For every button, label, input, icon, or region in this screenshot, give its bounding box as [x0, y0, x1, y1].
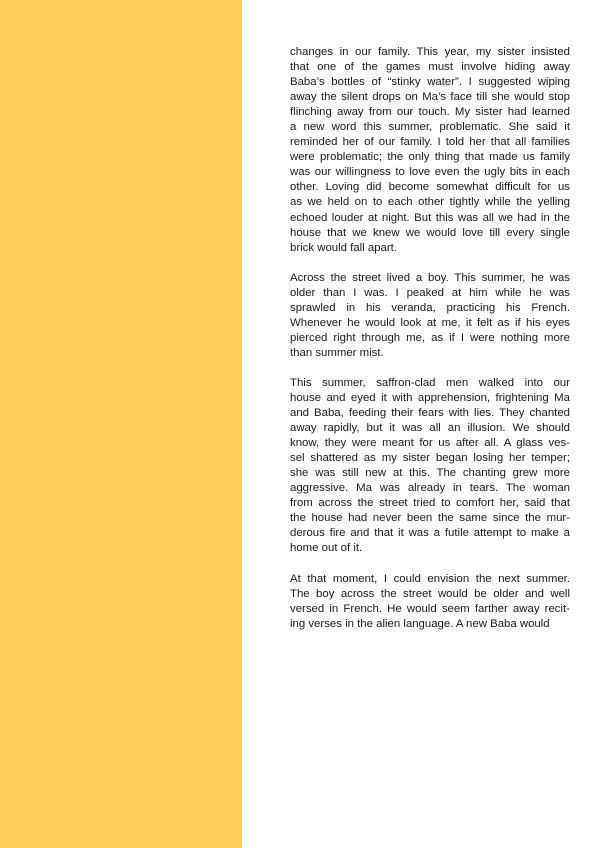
text-line: away the silent drops on Ma’s face till she would stop [290, 91, 570, 104]
text-line: were problematic; the only thing that made us family [290, 151, 570, 164]
text-line: sel shattered as my sister began losing her temper; [290, 452, 570, 465]
text-line: she was still new at this. The chanting grew more [290, 467, 570, 480]
story-paragraph [290, 572, 570, 632]
text-line: At that moment, I could envision the next summer. [290, 572, 570, 585]
text-line: that one of the games must involve hiding away [290, 61, 570, 74]
text-line: Baba’s bottles of “stinky water”. I suggested wiping [290, 76, 570, 89]
text-line: the house had never been the same since the mur- [290, 512, 570, 525]
text-line: reminded her of our family. I told her that all families [290, 136, 570, 149]
text-line: derous fire and that it was a futile attempt to make a [290, 527, 570, 540]
text-line: brick would fall apart. [290, 241, 397, 254]
text-line: away rapidly, but it was all an illusion. We should [290, 422, 570, 435]
text-line: pierced right through me, as if I were nothing more [290, 331, 570, 344]
text-line: ing verses in the alien language. A new Baba would [290, 617, 550, 630]
text-line: Across the street lived a boy. This summer, he was [290, 271, 570, 284]
story-paragraph [290, 45, 570, 256]
text-line: a new word this summer, problematic. She said it [290, 121, 570, 134]
text-line: echoed louder at night. But this was all we had in the [290, 211, 570, 224]
text-line: from across the street tried to comfort her, said that [290, 497, 570, 510]
text-line: and Baba, feeding their fears with lies. They chanted [290, 407, 570, 420]
story-text-column [290, 45, 570, 647]
text-line: versed in French. He would seem farther away recit- [290, 602, 570, 615]
yellow-side-band [0, 0, 242, 848]
text-line: house that we knew we would love till every single [290, 226, 570, 239]
text-line: changes in our family. This year, my sister insisted [290, 46, 570, 58]
text-line: house and eyed it with apprehension, frightening Ma [290, 391, 570, 404]
text-line: know, they were meant for us after all. A glass ves- [290, 437, 570, 450]
story-paragraph [290, 271, 570, 361]
text-line: as we held on to each other tightly while the yelling [290, 196, 570, 209]
text-line: This summer, saffron-clad men walked into our [290, 376, 570, 389]
text-line: other. Loving did become somewhat difficult for us [290, 181, 570, 194]
text-line: than summer mist. [290, 346, 384, 359]
story-paragraph [290, 376, 570, 557]
text-line: home out of it. [290, 542, 363, 555]
text-line: older than I was. I peaked at him while he was [290, 286, 570, 299]
text-line: Whenever he would look at me, it felt as if his eyes [290, 316, 570, 329]
text-line: aggressive. Ma was already in tears. The woman [290, 482, 570, 495]
text-line: sprawled in his veranda, practicing his French. [290, 301, 570, 314]
text-line: The boy across the street would be older and well [290, 587, 570, 600]
text-line: flinching away from our touch. My sister had learned [290, 106, 570, 119]
text-line: was our willingness to love even the ugly bits in each [290, 166, 570, 179]
